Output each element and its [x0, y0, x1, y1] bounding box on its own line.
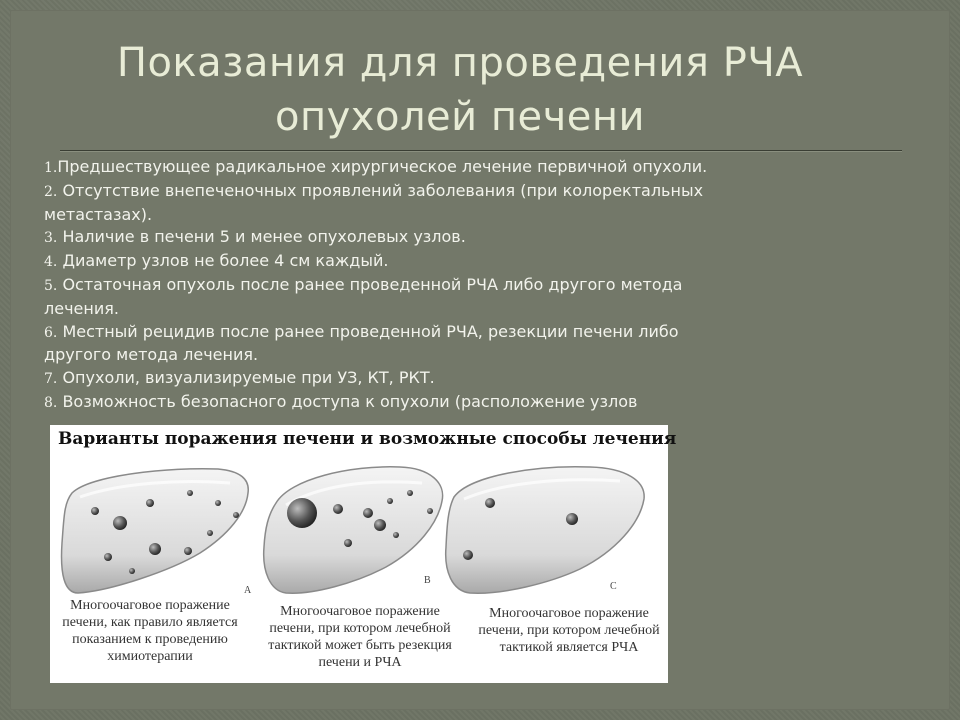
caption-c: Многоочаговое поражение печени, при котором лечебной тактикой является РЧА: [478, 606, 660, 655]
indication-item: [44, 226, 734, 250]
figure-letter-b: B: [424, 575, 431, 586]
indication-text: Отсутствие внепеченочных проявлений заболевания (при колоректальных метастазах).: [44, 180, 704, 224]
indication-item: [44, 367, 734, 391]
indication-number: 4.: [44, 254, 58, 271]
indication-item: [44, 391, 734, 415]
indication-item: [44, 156, 734, 180]
indication-text: Местный рецидив после ранее проведенной РЧА, резекции печени либо другого метода лечения.: [44, 321, 679, 365]
indication-item: [44, 321, 734, 368]
indication-number: 2.: [44, 183, 58, 200]
caption-a: Многоочаговое поражение печени, как правило является показанием к проведению химиотерапии: [62, 598, 238, 664]
figure-letter-a: A: [244, 585, 252, 596]
indication-number: 5.: [44, 277, 58, 294]
liver-a-illustration: [62, 469, 249, 593]
indication-number: 6.: [44, 324, 58, 341]
indication-number: 7.: [44, 371, 58, 388]
slide-title: [40, 36, 880, 144]
indication-item: [44, 180, 734, 227]
indication-item: [44, 250, 734, 274]
figure-title: Варианты поражения печени и возможные способы лечения: [58, 429, 677, 449]
indication-text: Диаметр узлов не более 4 см каждый.: [57, 251, 389, 271]
indication-number: 8.: [44, 394, 58, 411]
liver-c-illustration: [446, 467, 644, 593]
indication-number: 1.: [44, 160, 58, 176]
liver-illustrations: [50, 453, 668, 603]
indication-text: Наличие в печени 5 и менее опухолевых узлов.: [57, 227, 466, 247]
slide-title-line-2: опухолей печени: [275, 94, 645, 140]
indication-text: Остаточная опухоль после ранее проведенной РЧА либо другого метода лечения.: [44, 274, 683, 318]
indication-item: [44, 274, 734, 321]
liver-b-illustration: [264, 467, 443, 593]
caption-b: Многоочаговое поражение печени, при котором лечебной тактикой может быть резекция печени и РЧА: [268, 604, 452, 670]
indication-text: Предшествующее радикальное хирургическое лечение первичной опухоли.: [57, 157, 708, 176]
indications-list: [44, 156, 734, 415]
slide-title-line-1: Показания для проведения РЧА: [116, 40, 804, 86]
title-divider: [60, 150, 902, 152]
liver-lesion-figure: [50, 425, 677, 683]
indication-text: Возможность безопасного доступа к опухоли (расположение узлов: [57, 391, 638, 411]
indication-number: 3.: [44, 230, 58, 247]
figure-letter-c: C: [610, 581, 617, 592]
indication-text: Опухоли, визуализируемые при УЗ, КТ, РКТ.: [57, 368, 435, 388]
